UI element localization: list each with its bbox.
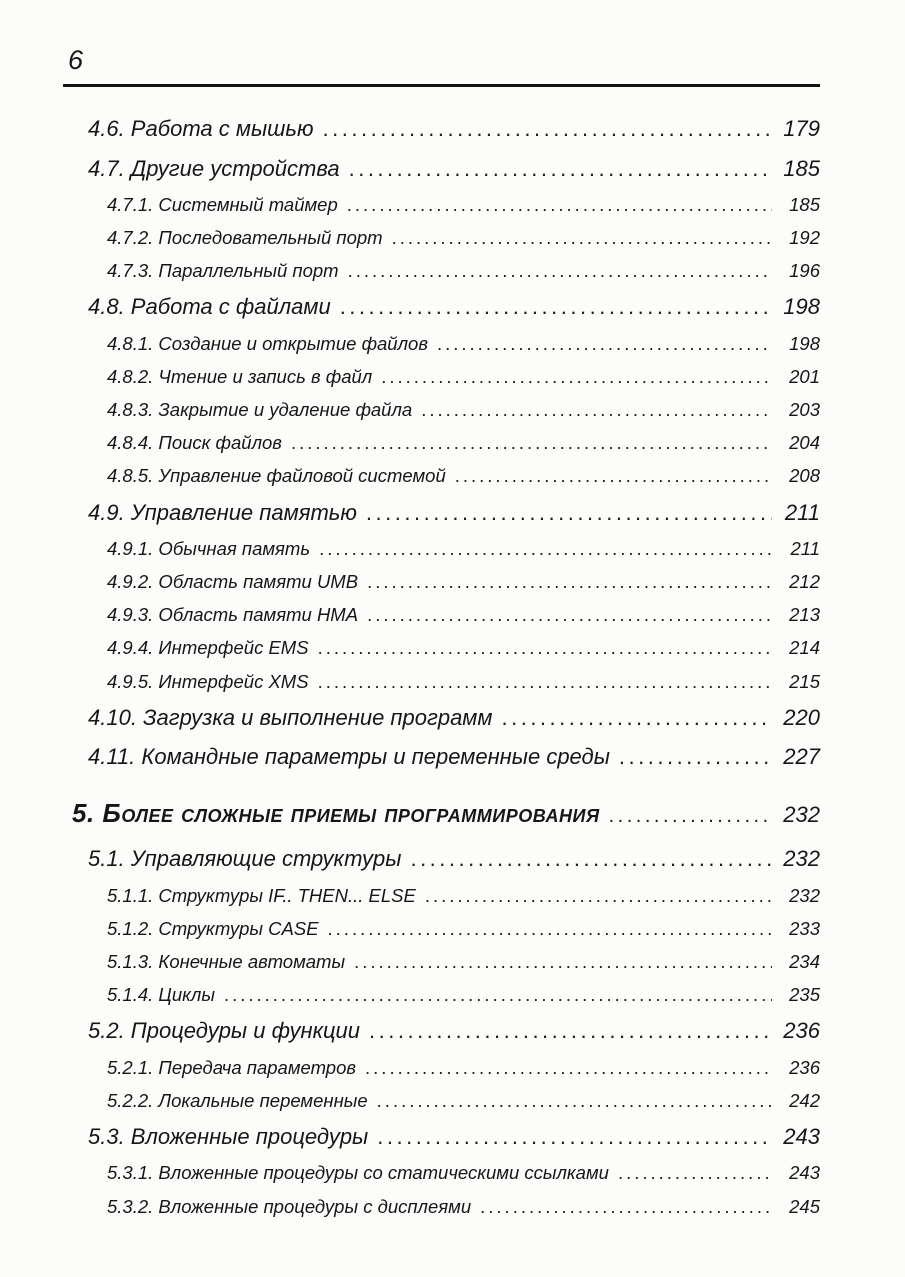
toc-entry-page: 234: [789, 950, 820, 972]
toc-entry-page: 198: [783, 294, 820, 320]
toc-entry: [63, 1195, 820, 1218]
toc-entry: [63, 464, 820, 487]
toc-entry-label: 4.10. Загрузка и выполнение программ: [88, 704, 493, 730]
toc-entry-page: 185: [783, 155, 820, 181]
toc-entry-label: 4.8.1. Создание и открытие файлов: [107, 332, 428, 354]
toc-entry: [63, 1089, 820, 1112]
toc-entry: [63, 950, 820, 973]
toc-entry: [63, 636, 820, 659]
toc-entry: [63, 365, 820, 388]
toc-entry-label: 4.7.3. Параллельный порт: [107, 260, 339, 282]
toc-entry: [63, 431, 820, 454]
toc-entry-page: 185: [789, 194, 820, 215]
toc-entry-label: 5.2.1. Передача параметров: [107, 1056, 357, 1078]
toc-entry: [63, 670, 820, 693]
toc-entry-label: 4.8.4. Поиск файлов: [107, 432, 282, 454]
toc-entry-page: 214: [789, 637, 820, 659]
toc-entry-label: 5.3.2. Вложенные процедуры с дисплеями: [107, 1195, 472, 1217]
toc-entry: [63, 983, 820, 1006]
toc-entry-label: 4.9.1. Обычная память: [107, 538, 311, 559]
toc-entry-label: 5.1.4. Циклы: [107, 984, 215, 1005]
toc-entry-page: 220: [783, 704, 820, 730]
toc-entry-label: 5.1. Управляющие структуры: [88, 846, 402, 872]
toc-entry-label: 4.9.3. Область памяти HMA: [107, 604, 359, 626]
toc-entry: [63, 293, 820, 321]
toc-entry-label: 4.9.5. Интерфейс XMS: [107, 670, 309, 692]
toc-entry-page: 236: [783, 1018, 820, 1044]
dot-leader: [323, 115, 772, 143]
dot-leader: [618, 1161, 772, 1184]
dot-leader: [318, 636, 772, 659]
header-rule: [63, 84, 820, 87]
dot-leader: [410, 845, 772, 873]
dot-leader: [367, 603, 772, 626]
dot-leader: [319, 537, 772, 560]
toc-entry-page: 212: [789, 571, 820, 593]
toc-entry-label: 4.9.2. Область памяти UMB: [107, 571, 359, 593]
toc-entry-page: 213: [789, 604, 820, 626]
toc-entry-label: 4.7.2. Последовательный порт: [107, 227, 383, 249]
toc-entry: [63, 797, 820, 830]
toc-list: [63, 109, 820, 1223]
dot-leader: [425, 884, 772, 907]
dot-leader: [437, 332, 772, 355]
dot-leader: [348, 259, 772, 282]
toc-entry-page: 242: [789, 1089, 820, 1111]
toc-entry: [63, 1056, 820, 1079]
toc-entry-page: 203: [789, 399, 820, 421]
toc-entry-label: 5.2. Процедуры и функции: [88, 1018, 361, 1044]
toc-entry-page: 232: [783, 801, 820, 827]
dot-leader: [366, 499, 772, 527]
toc-entry-page: 198: [789, 332, 820, 354]
toc-entry-label: 4.6. Работа с мышью: [88, 116, 314, 141]
toc-entry: [63, 193, 820, 216]
toc-entry-page: 179: [783, 116, 820, 141]
toc-entry-page: 236: [789, 1056, 820, 1078]
toc-entry: [63, 1123, 820, 1151]
toc-entry-label: 5.3.1. Вложенные процедуры со статическими ссылками: [107, 1162, 609, 1184]
toc-entry-label: 5.1.2. Структуры CASE: [107, 917, 319, 939]
dot-leader: [224, 983, 772, 1006]
dot-leader: [455, 464, 772, 487]
dot-leader: [369, 1017, 772, 1045]
toc-entry-page: 201: [789, 366, 820, 387]
toc-entry: [63, 155, 820, 183]
toc-entry: [63, 743, 820, 771]
dot-leader: [619, 743, 772, 771]
toc-entry: [63, 1017, 820, 1045]
toc-entry-page: 204: [789, 432, 820, 454]
toc-entry-page: 215: [789, 670, 820, 692]
toc-entry-label: 4.7.1. Системный таймер: [107, 194, 338, 215]
toc-entry: [63, 115, 820, 143]
page-number: 6: [68, 45, 84, 75]
toc-entry: [63, 884, 820, 907]
dot-leader: [347, 193, 772, 216]
toc-entry: [63, 704, 820, 732]
toc-entry: [63, 917, 820, 940]
toc-entry-page: 232: [783, 846, 820, 872]
toc-entry: [63, 845, 820, 873]
dot-leader: [367, 570, 772, 593]
toc-entry-label: 4.7. Другие устройства: [88, 155, 340, 181]
dot-leader: [354, 950, 772, 973]
toc-entry-page: 208: [789, 465, 820, 487]
toc-entry-page: 235: [789, 984, 820, 1005]
toc-entry-page: 192: [789, 227, 820, 249]
dot-leader: [421, 398, 772, 421]
toc-entry: [63, 499, 820, 527]
toc-entry: [63, 603, 820, 626]
toc-entry-label: 5. Более сложные приемы программирования: [72, 797, 600, 828]
dot-leader: [318, 670, 772, 693]
dot-leader: [480, 1195, 772, 1218]
dot-leader: [291, 431, 772, 454]
toc-entry-label: 4.11. Командные параметры и переменные среды: [88, 744, 610, 770]
dot-leader: [609, 804, 772, 829]
dot-leader: [501, 704, 772, 732]
toc-entry: [63, 398, 820, 421]
toc-entry-label: 4.8.3. Закрытие и удаление файла: [107, 399, 413, 421]
toc-entry-page: 245: [789, 1195, 820, 1217]
dot-leader: [349, 155, 772, 183]
dot-leader: [392, 226, 772, 249]
dot-leader: [328, 917, 772, 940]
toc-entry-page: 227: [783, 744, 820, 770]
toc-entry-label: 4.8.5. Управление файловой системой: [107, 465, 446, 487]
toc-entry-label: 4.9.4. Интерфейс EMS: [107, 637, 309, 659]
dot-leader: [365, 1056, 772, 1079]
toc-entry-label: 5.1.3. Конечные автоматы: [107, 950, 346, 972]
toc-entry-label: 5.3. Вложенные процедуры: [88, 1123, 369, 1149]
dot-leader: [377, 1089, 772, 1112]
toc-entry: [63, 537, 820, 560]
toc-entry: [63, 226, 820, 249]
toc-entry: [63, 1161, 820, 1184]
toc-entry: [63, 570, 820, 593]
toc-entry-page: 243: [783, 1123, 820, 1149]
dot-leader: [340, 293, 772, 321]
toc-entry-page: 211: [790, 538, 820, 559]
dot-leader: [381, 365, 772, 388]
toc-entry-page: 211: [784, 499, 820, 525]
dot-leader: [377, 1123, 772, 1151]
toc-entry-page: 233: [789, 917, 820, 939]
toc-entry: [63, 259, 820, 282]
toc-entry-label: 5.2.2. Локальные переменные: [107, 1089, 368, 1111]
toc-entry-page: 196: [789, 260, 820, 282]
toc-entry-label: 5.1.1. Структуры IF.. THEN... ELSE: [107, 884, 416, 906]
toc-entry-label: 4.8. Работа с файлами: [88, 294, 331, 320]
toc-entry-page: 232: [789, 884, 820, 906]
toc-entry: [63, 332, 820, 355]
toc-entry-page: 243: [789, 1162, 820, 1184]
toc-entry-label: 4.9. Управление памятью: [88, 499, 357, 525]
toc-entry-label: 4.8.2. Чтение и запись в файл: [107, 366, 373, 387]
